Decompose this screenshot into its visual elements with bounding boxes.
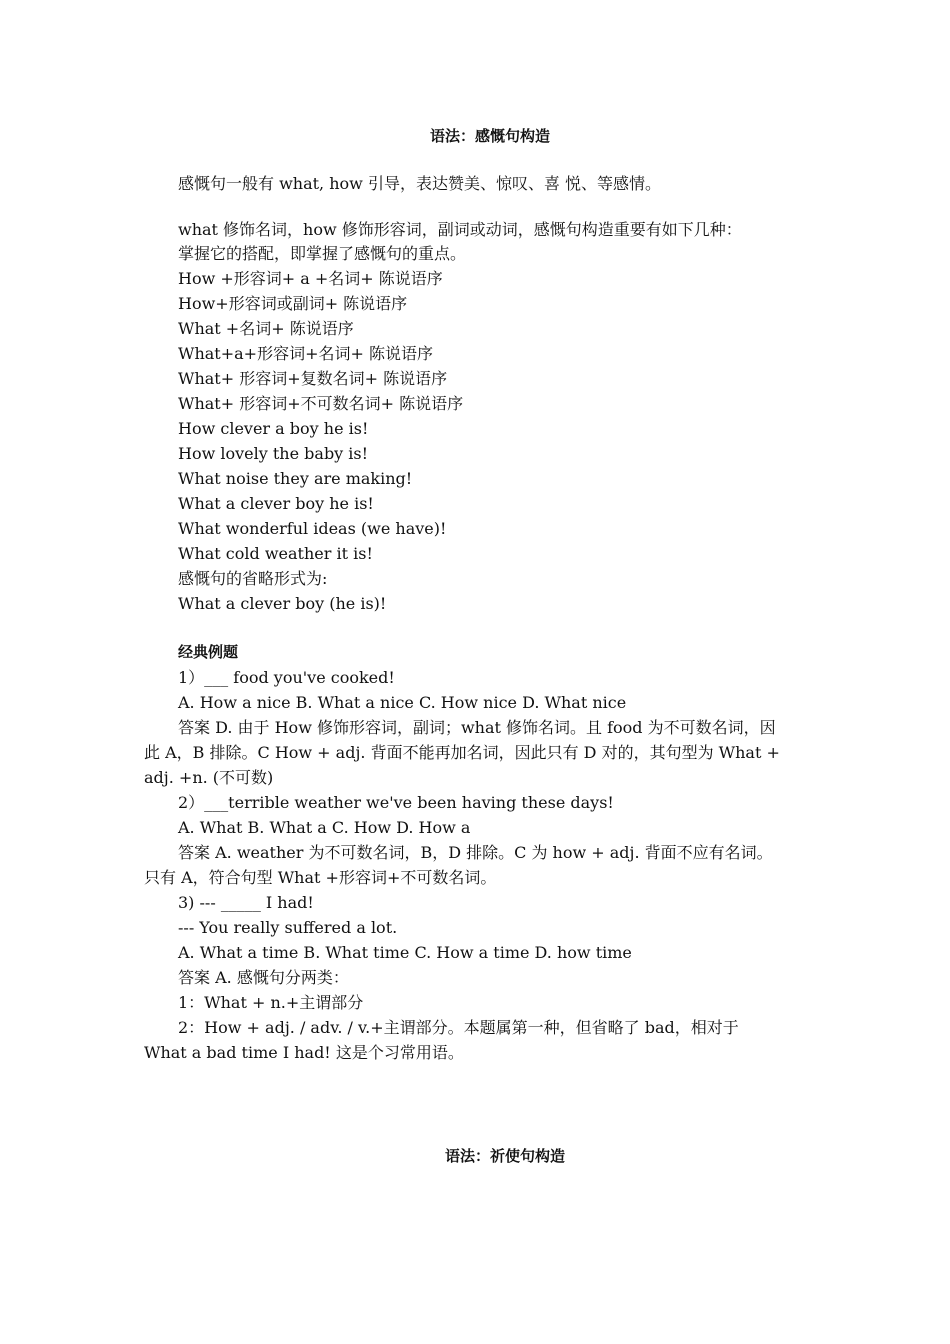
question-2-answer: 答案 A. weather 为不可数名词，B，D 排除。C 为 how + adj. 背面不应有名词。 — [178, 843, 773, 862]
examples-heading: 经典例题 — [178, 643, 239, 661]
sample-sentence: How lovely the baby is! — [178, 444, 369, 463]
question-1-options: A. How a nice B. What a nice C. How nice D. What nice — [178, 693, 627, 712]
sample-sentence: How clever a boy he is! — [178, 419, 369, 438]
rules-intro-line-2: 掌握它的搭配，即掌握了感慨句的重点。 — [178, 244, 467, 263]
question-1-answer: 此 A，B 排除。C How + adj. 背面不能再加名词，因此只有 D 对的，其句型为 What + — [144, 743, 780, 762]
section-title-exclamatory: 语法：感慨句构造 — [429, 127, 550, 145]
question-3: 3) --- _____ I had! — [178, 893, 314, 912]
examples-section — [144, 640, 814, 1065]
section-title-imperative: 语法：祈使句构造 — [444, 1147, 565, 1165]
pattern-line: How+形容词或副词+ 陈说语序 — [178, 294, 408, 313]
sample-sentence: What a clever boy he is! — [178, 494, 374, 513]
pattern-line: How +形容词+ a +名词+ 陈说语序 — [178, 269, 443, 288]
rules-section — [144, 218, 814, 616]
intro-text: 感慨句一般有 what, how 引导，表达赞美、惊叹、喜 悦、等感情。 — [178, 174, 662, 193]
sample-sentence: What noise they are making! — [178, 469, 413, 488]
ellipsis-label: 感慨句的省略形式为: — [178, 569, 328, 588]
question-2: 2）___terrible weather we've been having these days! — [178, 793, 614, 812]
ellipsis-example: What a clever boy (he is)! — [178, 594, 387, 613]
question-2-options: A. What B. What a C. How D. How a — [178, 818, 471, 837]
question-3-answer: 2：How + adj. / adv. / v.+主谓部分。本题属第一种，但省略了 bad，相对于 — [178, 1018, 739, 1037]
pattern-line: What+a+形容词+名词+ 陈说语序 — [178, 344, 433, 363]
question-1: 1）___ food you've cooked! — [178, 668, 395, 687]
pattern-line: What+ 形容词+不可数名词+ 陈说语序 — [178, 394, 464, 413]
question-3-answer: 答案 A. 感慨句分两类： — [178, 968, 349, 987]
sample-sentence: What cold weather it is! — [178, 544, 373, 563]
sample-sentence: What wonderful ideas (we have)! — [178, 519, 447, 538]
question-3-options: A. What a time B. What time C. How a time D. how time — [178, 943, 632, 962]
pattern-line: What +名词+ 陈说语序 — [178, 319, 354, 338]
question-1-answer: adj. +n. (不可数) — [144, 768, 274, 787]
intro-paragraph — [144, 171, 814, 196]
question-3-reply: --- You really suffered a lot. — [178, 918, 398, 937]
question-2-answer: 只有 A，符合句型 What +形容词+不可数名词。 — [144, 868, 497, 887]
rules-intro-line-1: what 修饰名词，how 修饰形容词，副词或动词，感慨句构造重要有如下几种： — [178, 220, 742, 239]
question-3-answer: What a bad time I had! 这是个习常用语。 — [144, 1043, 464, 1062]
pattern-line: What+ 形容词+复数名词+ 陈说语序 — [178, 369, 448, 388]
question-3-answer: 1：What + n.+主谓部分 — [178, 993, 364, 1012]
question-1-answer: 答案 D. 由于 How 修饰形容词，副词；what 修饰名词。且 food 为不可数名词，因 — [178, 718, 776, 737]
